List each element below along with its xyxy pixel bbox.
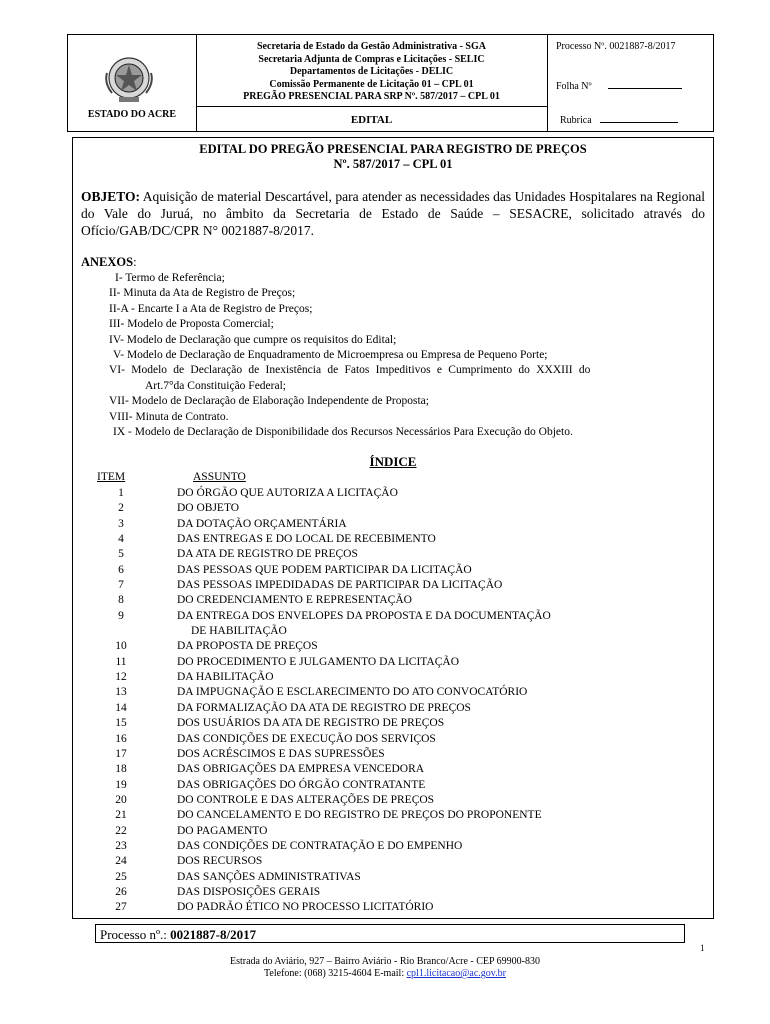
- anexo-item: V- Modelo de Declaração de Enquadramento de Microempresa ou Empresa de Pequeno Porte;: [113, 349, 548, 362]
- processo-number: Processo Nº. 0021887-8/2017: [556, 41, 676, 52]
- anexo-item: IV- Modelo de Declaração que cumpre os requisitos do Edital;: [109, 333, 397, 346]
- footer-telefone: Telefone: (068) 3215-4604 E-mail:: [264, 968, 407, 979]
- item-number: 11: [115, 655, 127, 668]
- item-subject: DO PAGAMENTO: [177, 824, 268, 837]
- item-subject: [177, 609, 677, 640]
- anexo-item: VI- Modelo de Declaração de Inexistência de Fatos Impeditivos e Cumprimento do XXXIII do: [109, 364, 591, 377]
- indice-row: [73, 670, 713, 685]
- anexo-item: VII- Modelo de Declaração de Elaboração Independente de Proposta;: [109, 395, 429, 408]
- indice-header-item: ITEM: [97, 471, 126, 483]
- item-subject: DA PROPOSTA DE PREÇOS: [177, 640, 318, 653]
- anexos-list: [109, 271, 705, 440]
- anexo-item: III- Modelo de Proposta Comercial;: [109, 318, 274, 331]
- item-number: 19: [115, 778, 127, 791]
- item-number: 3: [118, 517, 124, 530]
- indice-row: [73, 824, 713, 839]
- org-line: Secretaria de Estado da Gestão Administrativa - SGA: [257, 41, 486, 52]
- rubrica-blank: [600, 114, 678, 123]
- item-number: 10: [115, 640, 127, 653]
- indice-row: [73, 762, 713, 777]
- item-number: 17: [115, 747, 127, 760]
- document-header: [67, 34, 714, 132]
- anexo-item-continuation: Art.7°da Constituição Federal;: [145, 379, 286, 392]
- item-number: 12: [115, 671, 127, 684]
- objeto-text: Aquisição de material Descartável, para atender as necessidades das Unidades Hospitalares na Regional do Vale do Juruá, no âmbito da Secretaria de Estado de Saúde – SESACRE, solicitado através do Ofício/GAB/DC/CPR N° 0021887-8/2017.: [81, 189, 705, 238]
- item-number: 20: [115, 793, 127, 806]
- folha-label: Folha Nº: [556, 81, 592, 92]
- item-subject: DA FORMALIZAÇÃO DA ATA DE REGISTRO DE PREÇOS: [177, 701, 471, 714]
- estado-label: ESTADO DO ACRE: [87, 109, 177, 120]
- item-subject: DAS PESSOAS QUE PODEM PARTICIPAR DA LICITAÇÃO: [177, 563, 472, 576]
- indice-row: [73, 716, 713, 731]
- footer-processo-value: 0021887-8/2017: [170, 927, 257, 942]
- item-number: 14: [115, 701, 127, 714]
- footer-address-block: [0, 956, 770, 980]
- objeto-paragraph: [81, 188, 705, 239]
- indice-header-assunto: ASSUNTO: [193, 471, 246, 483]
- item-subject: DO PADRÃO ÉTICO NO PROCESSO LICITATÓRIO: [177, 901, 434, 914]
- item-number: 22: [115, 824, 127, 837]
- indice-row: [73, 639, 713, 654]
- item-subject: DAS OBRIGAÇÕES DA EMPRESA VENCEDORA: [177, 763, 425, 776]
- objeto-label: OBJETO:: [81, 189, 141, 204]
- item-number: 6: [118, 563, 124, 576]
- item-number: 8: [118, 594, 124, 607]
- indice-row: [73, 486, 713, 501]
- indice-row: [73, 547, 713, 562]
- item-number: 21: [115, 809, 127, 822]
- anexo-item: II-A - Encarte I a Ata de Registro de Preços;: [109, 302, 313, 315]
- indice-row: [73, 747, 713, 762]
- organization-block: [196, 41, 547, 104]
- anexo-item: VIII- Minuta de Contrato.: [109, 410, 229, 423]
- item-number: 7: [118, 579, 124, 592]
- indice-row: [73, 839, 713, 854]
- org-line: Departamentos de Licitações - DELIC: [289, 66, 454, 77]
- indice-row: [73, 685, 713, 700]
- email-link[interactable]: cpl1.licitacao@ac.gov.br: [406, 968, 506, 979]
- item-subject: DOS USUÁRIOS DA ATA DE REGISTRO DE PREÇOS: [177, 717, 445, 730]
- edital-number: Nº. 587/2017 – CPL 01: [333, 157, 453, 171]
- item-number: 26: [115, 885, 127, 898]
- indice-row: [73, 808, 713, 823]
- indice-row: [73, 793, 713, 808]
- item-subject: DAS CONDIÇÕES DE CONTRATAÇÃO E DO EMPENHO: [177, 839, 463, 852]
- indice-row: [73, 593, 713, 608]
- indice-row: [73, 609, 713, 640]
- item-subject: DAS ENTREGAS E DO LOCAL DE RECEBIMENTO: [177, 533, 436, 546]
- item-number: 4: [118, 533, 124, 546]
- folha-field: [556, 80, 682, 92]
- item-subject: DO CANCELAMENTO E DO REGISTRO DE PREÇOS DO PROPONENTE: [177, 809, 542, 822]
- edital-title: EDITAL DO PREGÃO PRESENCIAL PARA REGISTRO DE PREÇOS: [199, 142, 587, 156]
- edital-body: [72, 137, 714, 919]
- item-subject-line: DE HABILITAÇÃO: [191, 625, 287, 638]
- anexos-label: ANEXOS: [81, 255, 134, 269]
- indice-row: [73, 655, 713, 670]
- item-number: 5: [118, 548, 124, 561]
- item-subject: DA DOTAÇÃO ORÇAMENTÁRIA: [177, 517, 347, 530]
- item-subject: DAS OBRIGAÇÕES DO ÓRGÃO CONTRATANTE: [177, 778, 426, 791]
- item-number: 1: [118, 487, 124, 499]
- footer-processo-box: [95, 924, 685, 943]
- item-number: 24: [115, 855, 127, 868]
- footer-processo-label: Processo nº.:: [100, 927, 171, 942]
- item-subject: DO CREDENCIAMENTO E REPRESENTAÇÃO: [177, 594, 412, 607]
- item-subject: DA IMPUGNAÇÃO E ESCLARECIMENTO DO ATO CONVOCATÓRIO: [177, 686, 528, 699]
- item-subject: DOS RECURSOS: [177, 855, 263, 868]
- folha-blank: [608, 80, 682, 89]
- item-number: 9: [118, 609, 124, 622]
- item-number: 23: [115, 839, 127, 852]
- item-subject: DO ÓRGÃO QUE AUTORIZA A LICITAÇÃO: [177, 487, 398, 499]
- indice-row: [73, 532, 713, 547]
- item-subject: DA ATA DE REGISTRO DE PREÇOS: [177, 548, 358, 561]
- indice-row: [73, 854, 713, 869]
- org-line: Secretaria Adjunta de Compras e Licitações - SELIC: [258, 53, 485, 65]
- indice-row: [73, 900, 713, 915]
- indice-row: [73, 870, 713, 885]
- item-number: 18: [115, 763, 127, 776]
- anexos-heading: ANEXOS:: [81, 255, 137, 269]
- item-number: 15: [115, 717, 127, 730]
- indice-row: [73, 563, 713, 578]
- org-line: Comissão Permanente de Licitação 01 – CPL 01: [269, 78, 474, 90]
- indice-row: [73, 701, 713, 716]
- item-subject: DAS CONDIÇÕES DE EXECUÇÃO DOS SERVIÇOS: [177, 732, 436, 745]
- item-number: 25: [115, 870, 127, 883]
- rubrica-label: Rubrica: [560, 115, 592, 126]
- item-subject-line: DA ENTREGA DOS ENVELOPES DA PROPOSTA E DA DOCUMENTAÇÃO: [177, 609, 551, 622]
- indice-row: [73, 732, 713, 747]
- item-subject: DO CONTROLE E DAS ALTERAÇÕES DE PREÇOS: [177, 793, 435, 806]
- item-subject: DOS ACRÉSCIMOS E DAS SUPRESSÕES: [177, 747, 385, 760]
- indice-row: [73, 517, 713, 532]
- footer-contact: [0, 968, 770, 980]
- indice-row: [73, 778, 713, 793]
- anexo-item: I- Termo de Referência;: [115, 272, 225, 284]
- indice-row: [73, 885, 713, 900]
- item-subject: DO PROCEDIMENTO E JULGAMENTO DA LICITAÇÃO: [177, 655, 459, 668]
- header-divider: [196, 106, 547, 107]
- edital-label: EDITAL: [350, 114, 393, 126]
- item-number: 2: [118, 502, 124, 515]
- item-subject: DO OBJETO: [177, 502, 240, 515]
- indice-title: ÍNDICE: [369, 454, 417, 469]
- item-subject: DAS PESSOAS IMPEDIDADAS DE PARTICIPAR DA LICITAÇÃO: [177, 579, 503, 592]
- indice-row: [73, 578, 713, 593]
- item-subject: DAS DISPOSIÇÕES GERAIS: [177, 885, 321, 898]
- rubrica-field: [560, 114, 678, 126]
- coat-of-arms-seal: [104, 53, 154, 105]
- item-number: 16: [115, 732, 127, 745]
- header-divider: [547, 35, 548, 131]
- item-number: 27: [115, 901, 127, 914]
- item-subject: DAS SANÇÕES ADMINISTRATIVAS: [177, 870, 361, 883]
- page-number: 1: [700, 943, 705, 953]
- indice-row: [73, 501, 713, 516]
- org-line: PREGÃO PRESENCIAL PARA SRP Nº. 587/2017 – CPL 01: [243, 91, 500, 102]
- anexo-item: II- Minuta da Ata de Registro de Preços;: [109, 287, 296, 300]
- footer-address: Estrada do Aviário, 927 – Bairro Aviário - Rio Branco/Acre - CEP 69900-830: [229, 956, 541, 967]
- indice-table: [73, 486, 713, 916]
- anexo-item: IX - Modelo de Declaração de Disponibilidade dos Recursos Necessários Para Execução do Objeto.: [113, 426, 573, 439]
- item-number: 13: [115, 686, 127, 699]
- item-subject: DA HABILITAÇÃO: [177, 671, 274, 684]
